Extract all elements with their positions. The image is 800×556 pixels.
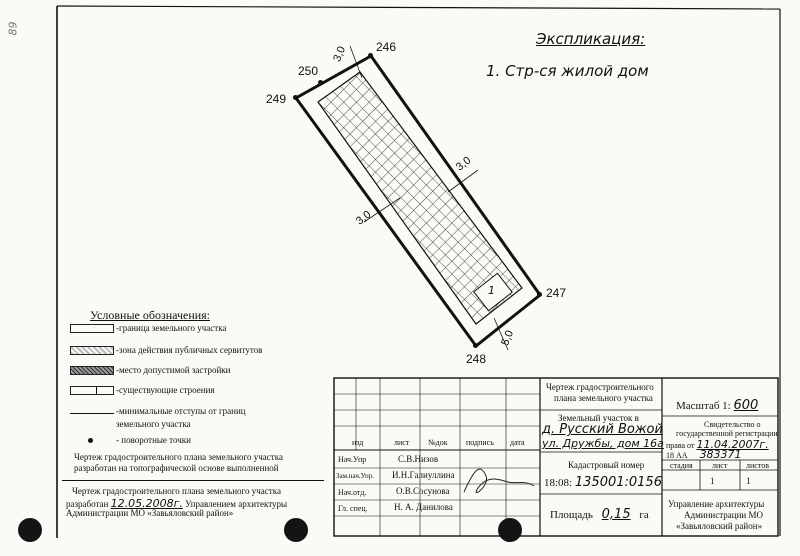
dim-bottom: 5,0 bbox=[499, 328, 517, 348]
legend-item-setback-1: -минимальные отступы от границ bbox=[116, 406, 246, 416]
header-list: лист bbox=[394, 438, 410, 447]
org-line-3: «Завьяловский район» bbox=[676, 521, 763, 531]
legend-item-existing: -существующие строения bbox=[116, 385, 215, 395]
legend-item-servitude: -зона действия публичных сервитутов bbox=[116, 345, 263, 355]
legend-item-buildable: -место допустимой застройки bbox=[116, 365, 231, 375]
staff-role-4: Гл. спец. bbox=[338, 504, 368, 513]
staff-name-4: Н. А. Данилова bbox=[394, 502, 453, 512]
area-value: 0,15 bbox=[601, 507, 631, 522]
staff-name-2: И.Н.Галиуллина bbox=[392, 470, 455, 480]
drawing-title-2: плана земельного участка bbox=[554, 393, 653, 403]
cadastral-value: 135001:0156 bbox=[574, 475, 662, 490]
basis-line-1: Чертеж градостроительного плана земельного участка bbox=[74, 452, 283, 462]
point-249: 249 bbox=[266, 92, 287, 106]
drawing-title-1: Чертеж градостроительного bbox=[546, 382, 654, 392]
margin-mark: 89 bbox=[6, 21, 20, 36]
staff-role-2: Зам.нач.Упр. bbox=[336, 472, 374, 480]
header-ndok: №док bbox=[428, 438, 448, 447]
sheets-value: 1 bbox=[746, 476, 751, 486]
developed-prefix: разработан bbox=[66, 499, 109, 509]
point-248: 248 bbox=[466, 352, 487, 366]
parcel-village: д. Русский Вожой bbox=[542, 422, 663, 437]
org-line-2: Администрации МО bbox=[684, 510, 763, 520]
legend-item-boundary: -граница земельного участка bbox=[116, 323, 227, 333]
developed-line-3: Администрации МО «Завьяловский район» bbox=[66, 508, 234, 518]
cert-prefix: права от bbox=[666, 441, 695, 450]
dim-top: 3,0 bbox=[331, 44, 349, 64]
area-row bbox=[550, 507, 649, 522]
staff-role-3: Нач.отд. bbox=[338, 488, 367, 497]
sheet-label: лист bbox=[712, 461, 728, 470]
point-247: 247 bbox=[546, 286, 567, 300]
cert-line-1: Свидетельство о bbox=[704, 420, 761, 429]
staff-name-3: О.В.Сосунова bbox=[396, 486, 450, 496]
developed-suffix: Управлением архитектуры bbox=[185, 499, 288, 509]
cert-line-4 bbox=[666, 448, 742, 461]
staff-name-1: С.В.Низов bbox=[398, 454, 439, 464]
dim-right: 3,0 bbox=[453, 154, 474, 174]
header-data: дата bbox=[510, 438, 525, 447]
cadastral-prefix: 18:08: bbox=[544, 477, 573, 489]
basis-line-2: разработан на топографической основе выполненной bbox=[74, 463, 279, 473]
cert-series: 18 АА bbox=[666, 451, 688, 460]
point-250: 250 bbox=[298, 64, 319, 78]
parcel-street: ул. Дружбы, дом 16а bbox=[542, 437, 664, 450]
explication-item: 1. Стр-ся жилой дом bbox=[486, 62, 649, 80]
explication-title: Экспликация: bbox=[536, 30, 646, 48]
legend-title: Условные обозначения: bbox=[90, 308, 211, 322]
staff-role-1: Нач.Упр bbox=[338, 455, 367, 464]
cadastral-number bbox=[544, 475, 662, 490]
cert-date: 11.04.2007г. bbox=[696, 438, 769, 451]
legend-item-point: - поворотные точки bbox=[116, 435, 191, 445]
scale-label: Масштаб 1: bbox=[676, 400, 731, 412]
cadastral-label: Кадастровый номер bbox=[568, 460, 645, 470]
area-label: Площадь bbox=[550, 509, 593, 521]
dim-left: 3,0 bbox=[353, 208, 374, 228]
sheets-label: листов bbox=[746, 461, 769, 470]
org-line-1: Управление архитектуры bbox=[668, 499, 765, 509]
point-246: 246 bbox=[376, 40, 397, 54]
cert-number: 383371 bbox=[699, 448, 742, 461]
stage-label: стадия bbox=[670, 461, 693, 470]
building-number: 1 bbox=[488, 284, 495, 297]
cert-line-2: государственной регистрации bbox=[676, 429, 778, 438]
developed-date: 12.05.2008г. bbox=[110, 497, 183, 510]
signature bbox=[464, 469, 534, 493]
legend-item-setback-2: земельного участка bbox=[116, 419, 191, 429]
parcel-label: Земельный участок в bbox=[558, 413, 639, 423]
area-unit: га bbox=[639, 509, 649, 521]
sheet-value: 1 bbox=[710, 476, 715, 486]
header-podpis: подпись bbox=[466, 438, 494, 447]
scale-row bbox=[676, 398, 758, 413]
header-izd: изд bbox=[352, 438, 364, 447]
scale-value: 600 bbox=[733, 398, 759, 413]
developed-line-1: Чертеж градостроительного плана земельного участка bbox=[72, 486, 281, 496]
